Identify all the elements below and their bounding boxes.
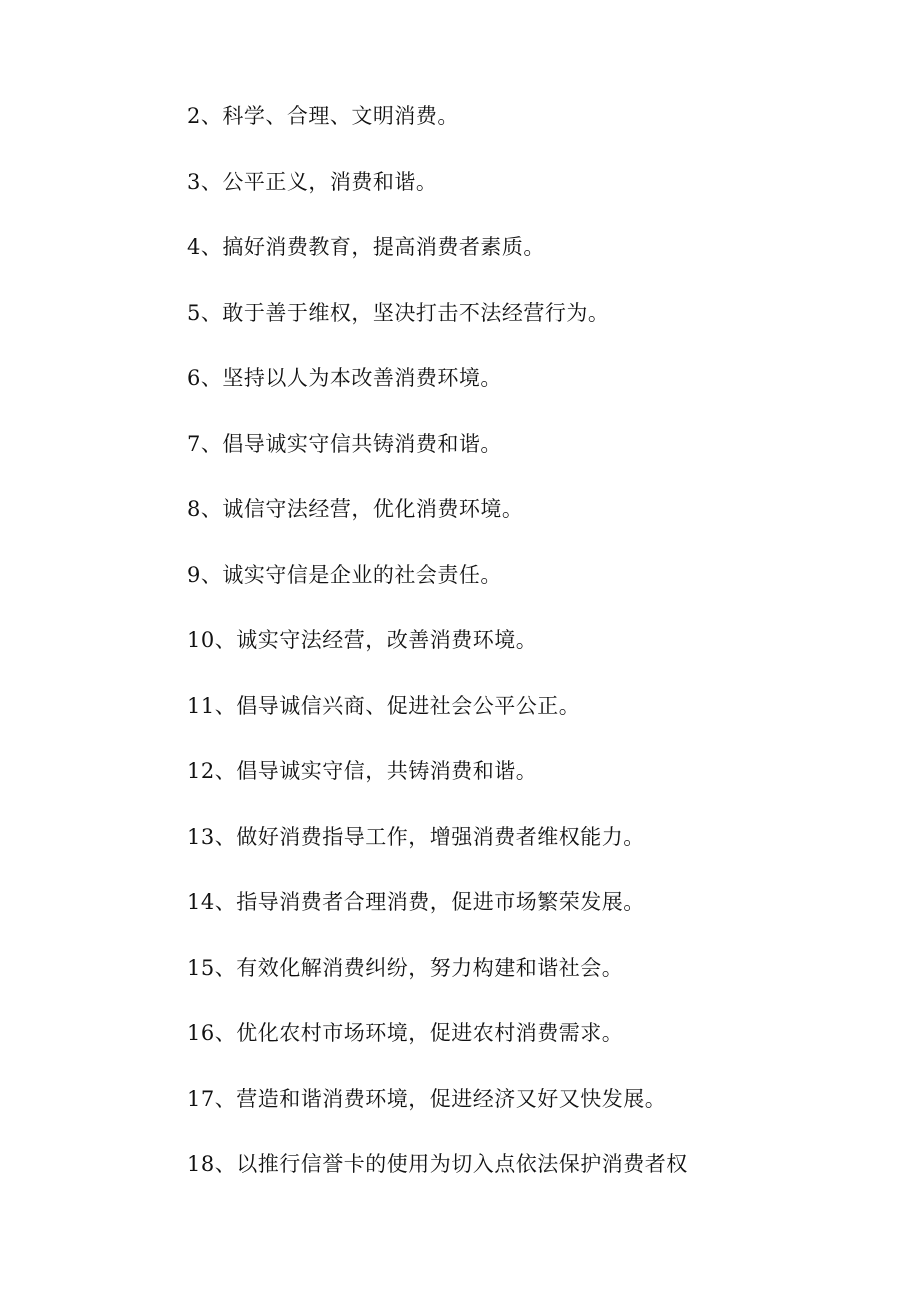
list-item: 4、搞好消费教育，提高消费者素质。 — [187, 235, 545, 259]
list-item: 16、优化农村市场环境，促进农村消费需求。 — [187, 1021, 624, 1045]
list-item: 2、科学、合理、文明消费。 — [187, 104, 459, 128]
list-item: 17、营造和谐消费环境，促进经济又好又快发展。 — [187, 1086, 667, 1111]
list-item: 15、有效化解消费纠纷，努力构建和谐社会。 — [187, 955, 624, 980]
list-item: 6、坚持以人为本改善消费环境。 — [187, 366, 502, 390]
list-item: 9、诚实守信是企业的社会责任。 — [187, 562, 502, 587]
list-item: 18、以推行信誉卡的使用为切入点依法保护消费者权 — [187, 1152, 688, 1176]
list-item: 12、倡导诚实守信，共铸消费和谐。 — [187, 759, 538, 783]
list-item: 14、指导消费者合理消费，促进市场繁荣发展。 — [187, 890, 645, 914]
slogan-list — [187, 100, 877, 1214]
list-item: 8、诚信守法经营，优化消费环境。 — [187, 497, 524, 521]
list-item: 11、倡导诚信兴商、促进社会公平公正。 — [187, 693, 581, 718]
list-item: 3、公平正义，消费和谐。 — [187, 169, 438, 194]
list-item: 5、敢于善于维权，坚决打击不法经营行为。 — [187, 300, 610, 325]
list-item: 7、倡导诚实守信共铸消费和谐。 — [187, 431, 502, 456]
list-item: 10、诚实守法经营，改善消费环境。 — [187, 628, 538, 652]
list-item: 13、做好消费指导工作，增强消费者维权能力。 — [187, 824, 645, 849]
